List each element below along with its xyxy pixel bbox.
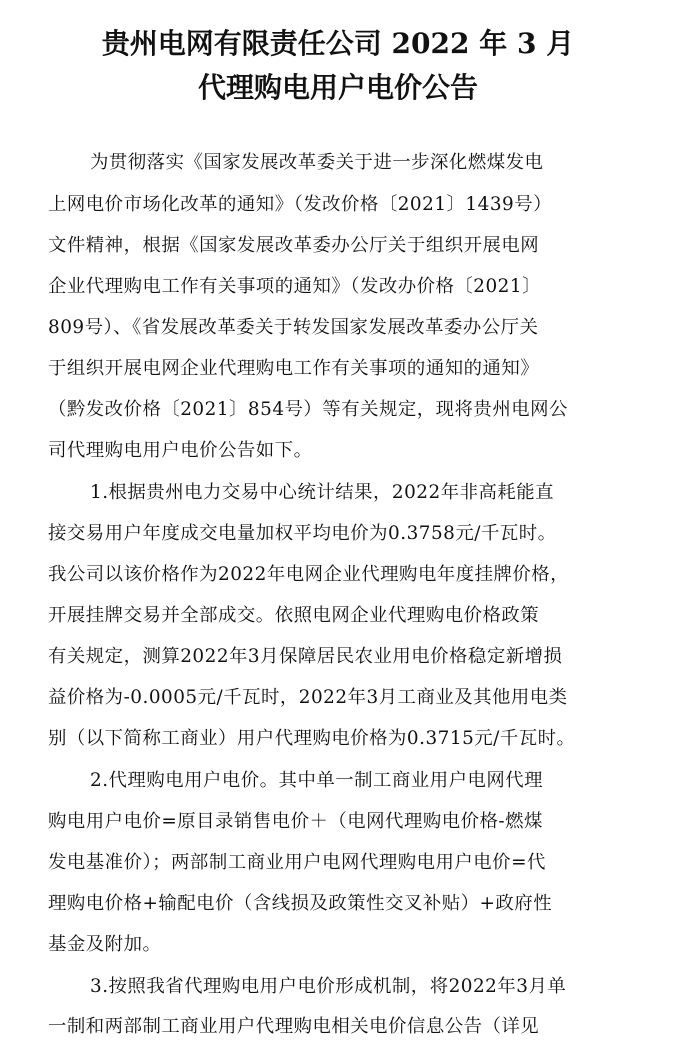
- paragraph-1-line-5: 809号）、《省发展改革委关于转发国家发展改革委办公厅关: [48, 317, 539, 338]
- paragraph-1-line-4: 企业代理购电工作有关事项的通知》（发改办价格〔2021〕: [48, 276, 541, 297]
- paragraph-2-line-4: 开展挂牌交易并全部成交。依照电网企业代理购电价格政策: [48, 605, 540, 626]
- paragraph-1-line-2: 上网电价市场化改革的通知》（发改价格〔2021〕1439号）: [48, 194, 552, 215]
- paragraph-2-line-1: 1.根据贵州电力交易中心统计结果，2022年非高耗能直: [90, 482, 555, 503]
- paragraph-4-line-1: 3.按照我省代理购电用户电价形成机制，将2022年3月单: [90, 976, 567, 997]
- paragraph-2-line-5: 有关规定，测算2022年3月保障居民农业用电价格稳定新增损: [48, 646, 563, 667]
- paragraph-2-line-3: 我公司以该价格作为2022年电网企业代理购电年度挂牌价格，: [48, 564, 570, 585]
- paragraph-3-line-4: 理购电价格+输配电价（含线损及政策性交叉补贴）+政府性: [48, 893, 553, 914]
- paragraph-2-line-2: 接交易用户年度成交电量加权平均电价为0.3758元/千瓦时。: [48, 523, 557, 544]
- document-title-line-1: 贵州电网有限责任公司 2022 年 3 月: [101, 27, 575, 60]
- paragraph-3-line-2: 购电用户电价=原目录销售电价＋（电网代理购电价格-燃煤: [48, 811, 543, 832]
- paragraph-4-line-2: 一制和两部制工商业用户代理购电相关电价信息公告（详见: [48, 1016, 540, 1037]
- paragraph-1-line-8: 司代理购电用户电价公告如下。: [48, 440, 313, 461]
- paragraph-2-line-7: 别（以下简称工商业）用户代理购电价格为0.3715元/千瓦时。: [48, 728, 576, 749]
- paragraph-2-line-6: 益价格为-0.0005元/千瓦时，2022年3月工商业及其他用电类: [48, 687, 568, 708]
- paragraph-1-line-1: 为贯彻落实《国家发展改革委关于进一步深化燃煤发电: [90, 152, 544, 173]
- paragraph-1-line-6: 于组织开展电网企业代理购电工作有关事项的通知的通知》: [48, 358, 540, 379]
- document-title-line-2: 代理购电用户电价公告: [197, 71, 478, 104]
- paragraph-1-line-7: （黔发改价格〔2021〕854号）等有关规定，现将贵州电网公: [48, 399, 568, 420]
- paragraph-1-line-3: 文件精神，根据《国家发展改革委办公厅关于组织开展电网: [48, 235, 540, 256]
- paragraph-3-line-5: 基金及附加。: [48, 934, 162, 955]
- paragraph-3-line-1: 2.代理购电用户电价。其中单一制工商业用户电网代理: [90, 770, 544, 791]
- paragraph-3-line-3: 发电基准价）；两部制工商业用户电网代理购电用户电价=代: [48, 852, 546, 873]
